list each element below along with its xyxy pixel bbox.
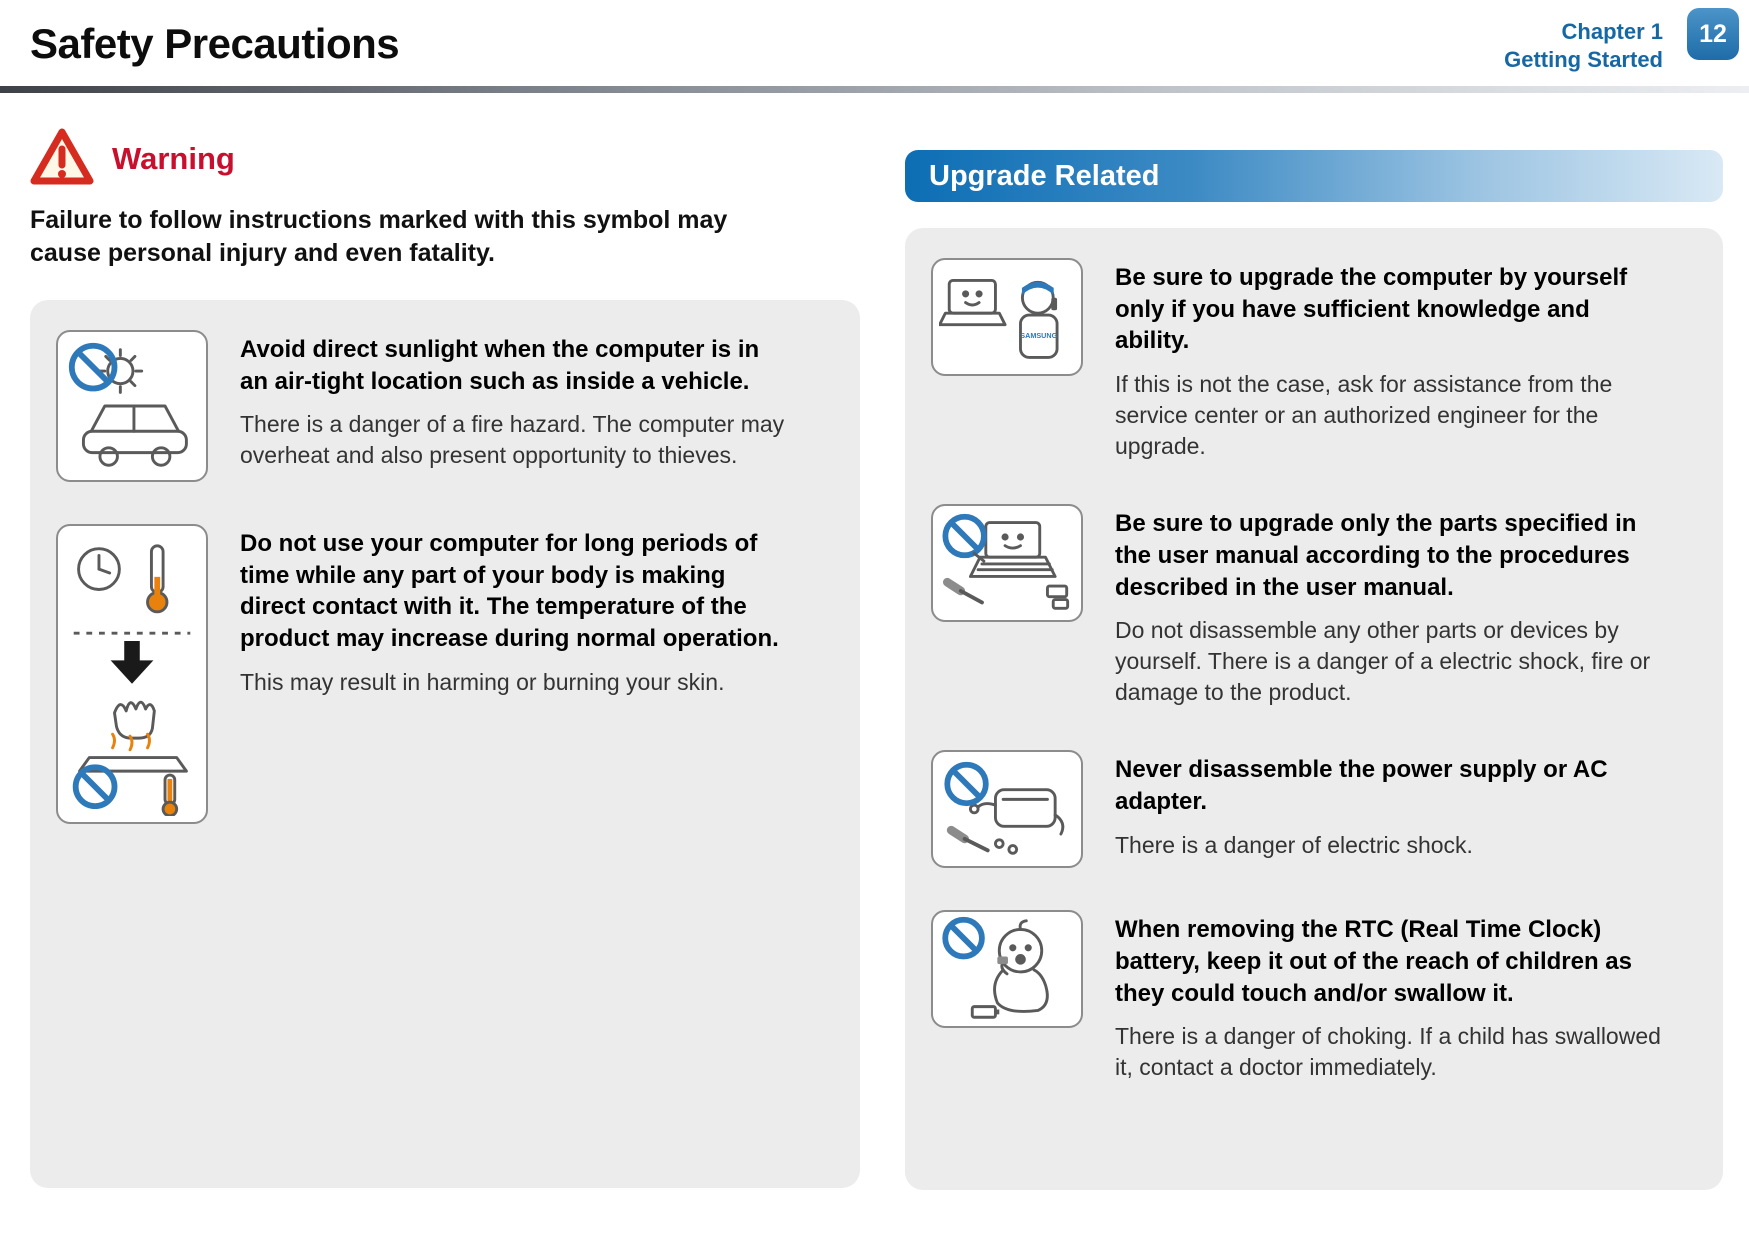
list-item bbox=[56, 524, 834, 824]
item-text bbox=[240, 330, 800, 482]
no-prolonged-contact-icon bbox=[56, 524, 208, 824]
header-divider bbox=[0, 86, 1749, 93]
item-body: Do not disassemble any other parts or devices by yourself. There is a danger of a electric shock, fire or damage to the product. bbox=[1115, 617, 1651, 706]
section-title: Upgrade Related bbox=[929, 159, 1160, 192]
upgrade-assistance-icon bbox=[931, 258, 1083, 376]
battery-choking-hazard-icon bbox=[931, 910, 1083, 1028]
item-body: There is a danger of a fire hazard. The computer may overheat and also present opportunity to thieves. bbox=[240, 411, 785, 469]
list-item bbox=[56, 330, 834, 482]
list-item bbox=[931, 750, 1697, 868]
list-item bbox=[931, 504, 1697, 708]
item-heading: Avoid direct sunlight when the computer is in an air-tight location such as inside a vehicle. bbox=[240, 336, 760, 395]
item-text bbox=[240, 524, 785, 824]
item-heading: Do not use your computer for long periods of time while any part of your body is making direct contact with it. The temperature of the product may increase during normal operation. bbox=[240, 530, 779, 653]
item-text bbox=[1115, 504, 1675, 708]
list-item bbox=[931, 910, 1697, 1083]
item-text bbox=[1115, 258, 1675, 462]
upgrade-panel bbox=[905, 228, 1723, 1190]
item-text bbox=[1115, 910, 1675, 1083]
page-title: Safety Precautions bbox=[30, 20, 400, 67]
warning-column bbox=[30, 128, 860, 1188]
chapter-number: Chapter 1 bbox=[1561, 19, 1663, 44]
item-heading: Be sure to upgrade only the parts specified in the user manual according to the procedures described in the user manual. bbox=[1115, 510, 1637, 601]
warning-panel bbox=[30, 300, 860, 1188]
warning-triangle-icon bbox=[30, 127, 94, 192]
no-sunlight-vehicle-icon bbox=[56, 330, 208, 482]
item-heading: Never disassemble the power supply or AC adapter. bbox=[1115, 756, 1608, 815]
section-header-bar bbox=[905, 150, 1723, 202]
page-number-badge bbox=[1687, 8, 1739, 60]
item-body: There is a danger of electric shock. bbox=[1115, 831, 1473, 858]
warning-description: Failure to follow instructions marked with this symbol may cause personal injury and even fatality. bbox=[30, 206, 728, 267]
chapter-name: Getting Started bbox=[1504, 47, 1663, 73]
list-item bbox=[931, 258, 1697, 462]
no-disassemble-adapter-icon bbox=[931, 750, 1083, 868]
item-body: If this is not the case, ask for assistance from the service center or an authorized engineer for the upgrade. bbox=[1115, 371, 1613, 460]
no-unspecified-parts-icon bbox=[931, 504, 1083, 622]
upgrade-column bbox=[905, 150, 1723, 1190]
page-number: 12 bbox=[1699, 19, 1727, 48]
item-heading: When removing the RTC (Real Time Clock) battery, keep it out of the reach of children as they could touch and/or swallow it. bbox=[1115, 916, 1632, 1007]
item-text bbox=[1115, 750, 1660, 868]
warning-header bbox=[30, 128, 860, 190]
warning-label: Warning bbox=[112, 141, 235, 176]
item-body: There is a danger of choking. If a child has swallowed it, contact a doctor immediately. bbox=[1115, 1023, 1661, 1081]
item-body: This may result in harming or burning your skin. bbox=[240, 668, 725, 695]
svg-text:SAMSUNG: SAMSUNG bbox=[1020, 331, 1058, 341]
item-heading: Be sure to upgrade the computer by yourself only if you have sufficient knowledge and ability. bbox=[1115, 264, 1628, 355]
chapter-info bbox=[1504, 18, 1663, 74]
